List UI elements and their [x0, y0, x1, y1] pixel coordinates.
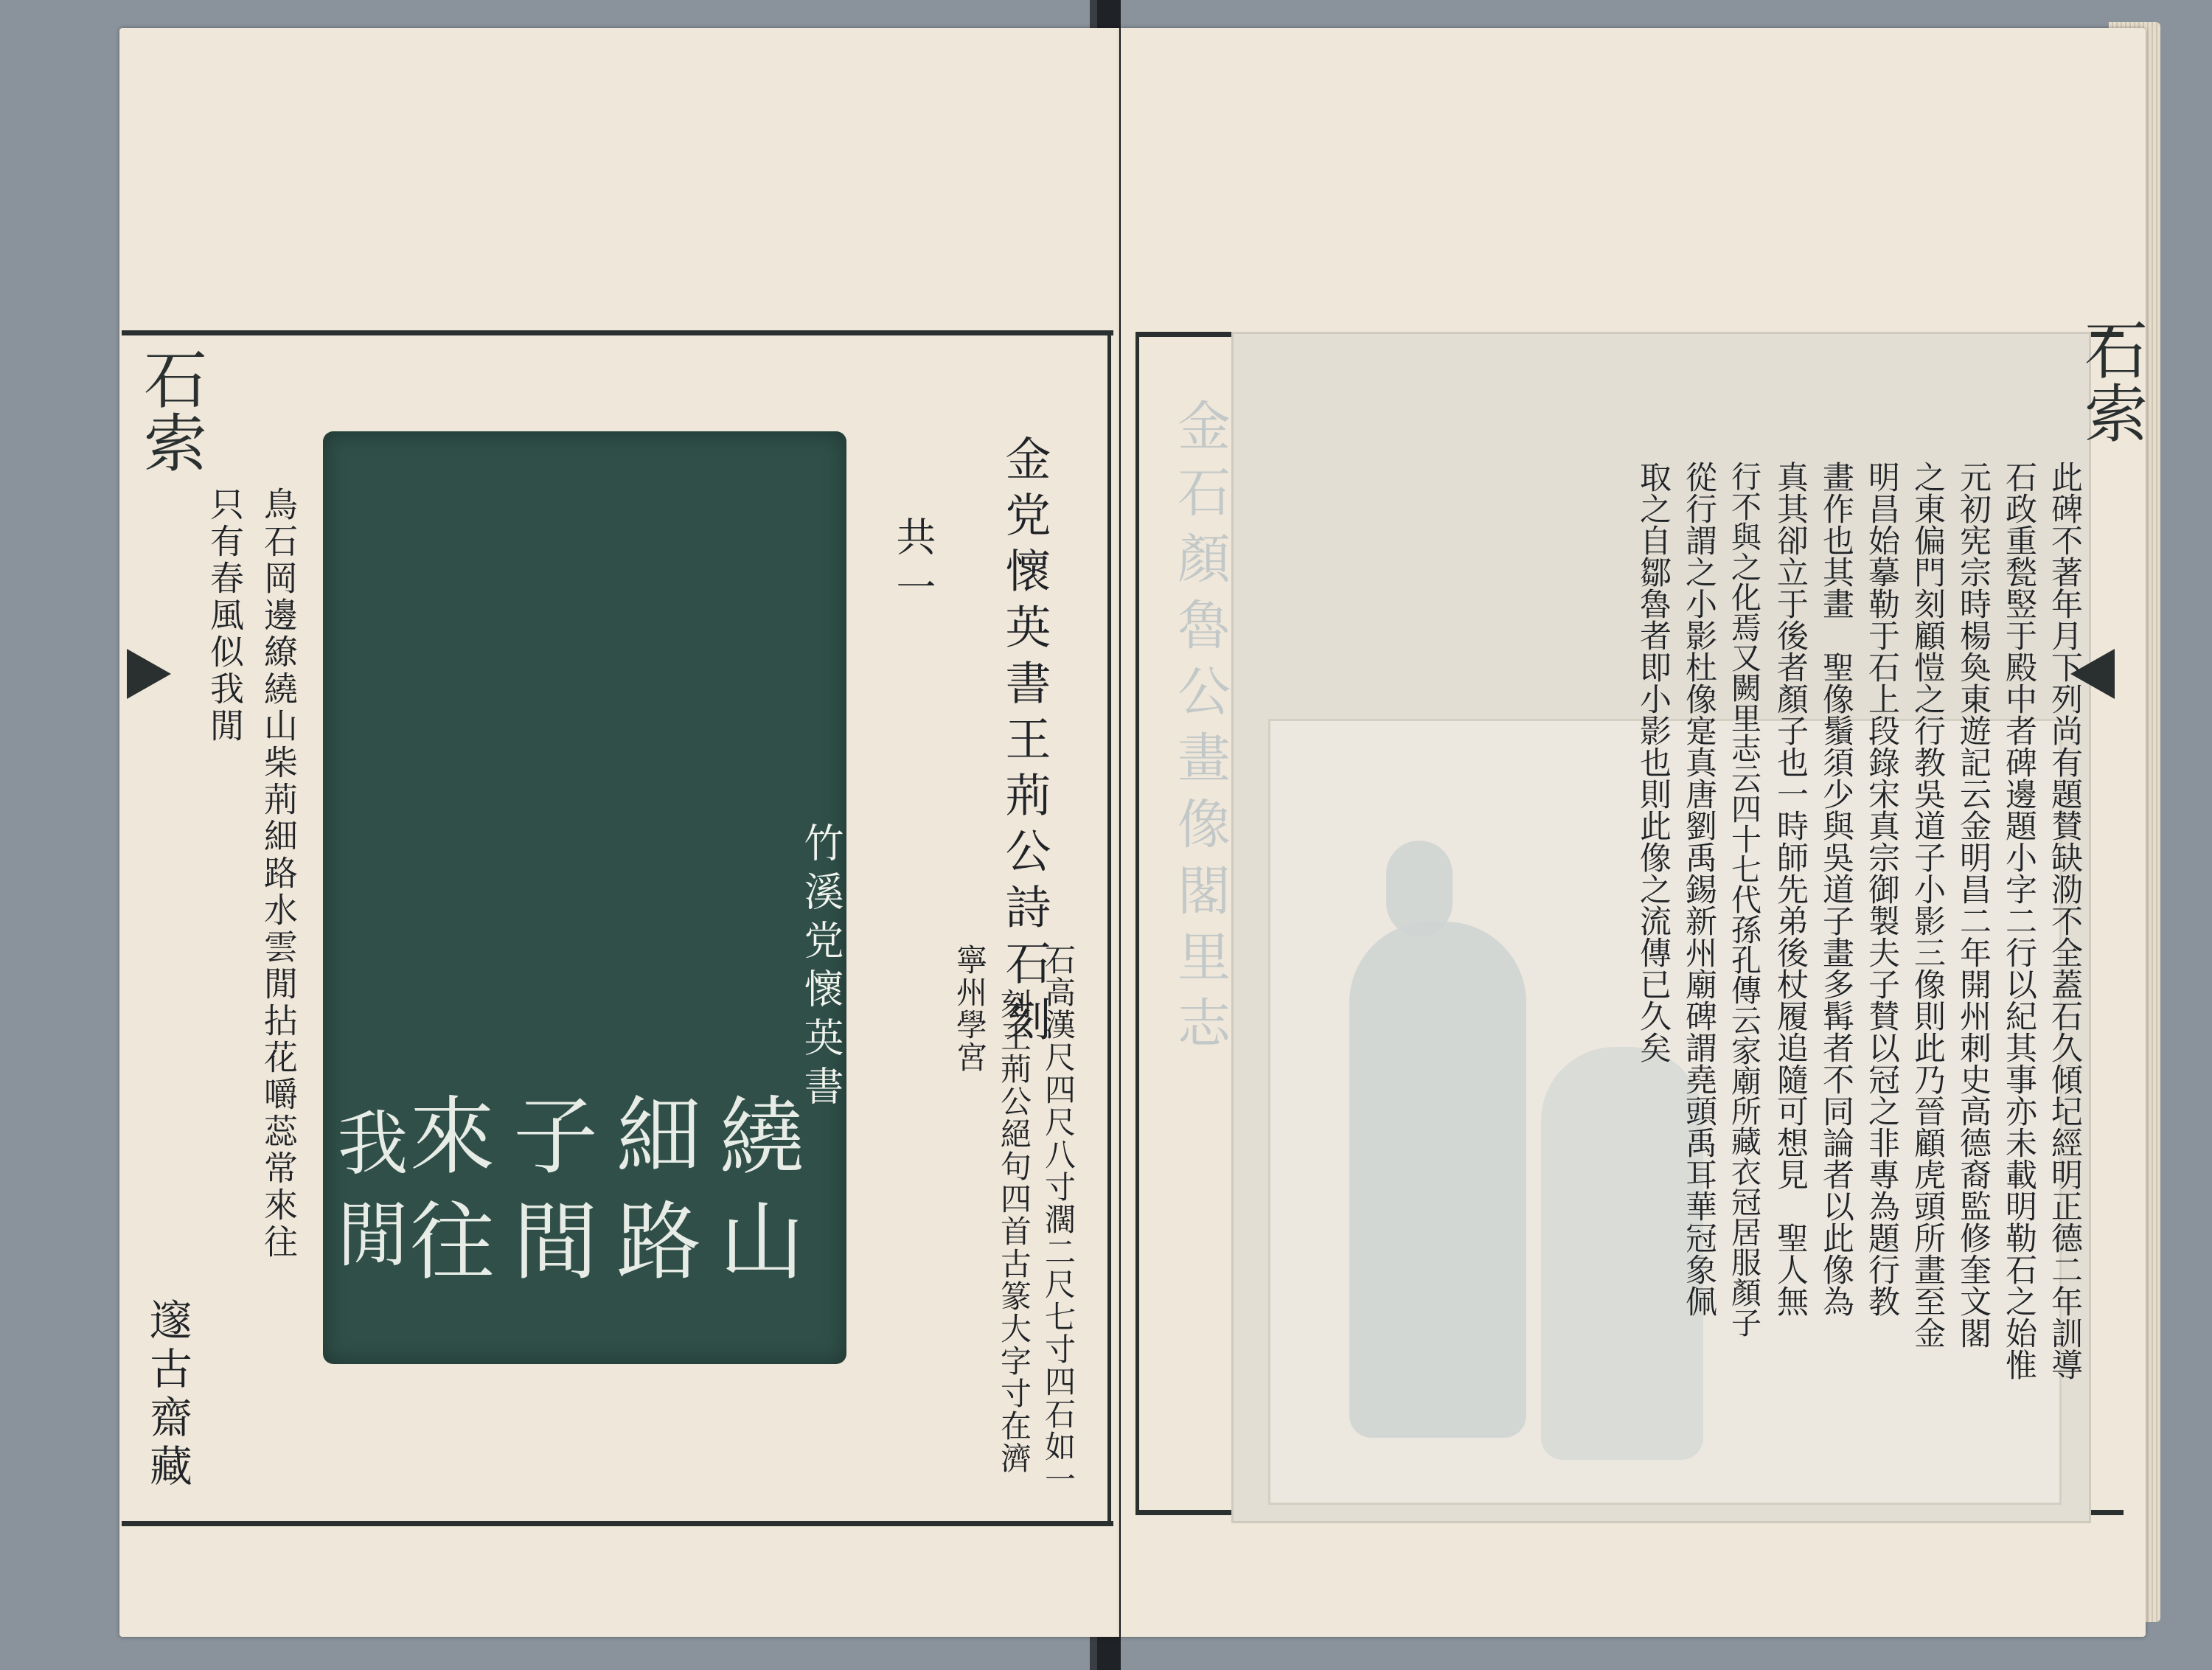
- commentary-column-1: 此碑不著年月下列尚有題賛缺泐不全蓋石久傾圮經明正德二年訓導: [2046, 461, 2083, 1380]
- caption-count: 共一: [890, 516, 936, 616]
- poem-column-1: 鳥石岡邊繚繞山柴荊細路水雲閒拈花嚼蕊常來往: [259, 487, 299, 1261]
- commentary-column-3: 元初宪宗時楊奐東遊記云金明昌二年開州刺史高德裔監修奎文閣: [1955, 461, 1992, 1349]
- left-inner-rule: [1107, 330, 1111, 1525]
- caption-title: 金党懷英書王荊公詩石刻: [998, 435, 1051, 1051]
- commentary-column-6: 畫作也其畫 聖像鬚須少與吳道子畫多髯者不同論者以此像為: [1818, 461, 1854, 1317]
- commentary-column-4: 之東偏門刻顧愷之行教吳道子小影三像則此乃晉顧虎頭所畫至金: [1909, 461, 1946, 1349]
- caption-note-3: 寧州學宮: [952, 944, 988, 1074]
- left-bottom-rule: [122, 1521, 1113, 1526]
- commentary-column-8: 行不與之化焉又闕里志云四十七代孫孔傳云家廟所藏衣冠居服顏子: [1726, 461, 1761, 1337]
- portrait-figure-left-head: [1386, 841, 1453, 936]
- left-top-rule: [122, 330, 1113, 335]
- caption-note-1: 石高漢尺四尺八寸濶二尺七寸四石如一: [1040, 944, 1077, 1495]
- rubbing-signature: 竹溪党懷英書: [798, 822, 844, 1114]
- portrait-figure-left: [1349, 922, 1526, 1438]
- right-inner-rule: [1135, 332, 1139, 1515]
- commentary-column-10: 取之自鄒魯者即小影也則此像之流傳已久矣: [1635, 461, 1672, 1063]
- seal-column-2: 細路: [602, 1091, 700, 1302]
- seal-column-3: 子間: [498, 1091, 597, 1302]
- commentary-column-7: 真其卻立于後者顏子也一時師先弟後杖履追隨可想見 聖人無: [1772, 461, 1809, 1317]
- caption-note-2: 刻王荊公絕句四首古篆大字寸在濟: [996, 988, 1032, 1475]
- seal-column-1: 繞山: [705, 1091, 804, 1302]
- seal-column-5: 我閒: [326, 1106, 408, 1289]
- left-edge-title: 石索: [133, 347, 206, 473]
- seal-column-4: 來往: [395, 1091, 494, 1302]
- commentary-column-9: 從行謂之小影杜像寔真唐劉禹錫新州廟碑謂堯頭禹耳華冠象佩: [1680, 461, 1717, 1317]
- commentary-column-5: 明昌始摹勒于石上段錄宋真宗御製夫子賛以冠之非專為題行教: [1863, 461, 1900, 1317]
- collector-mark: 邃古齋藏: [142, 1298, 192, 1492]
- commentary-column-2: 石政重甃竪于殿中者碑邊題小字二行以紀其事亦未載明勒石之始惟: [2000, 461, 2037, 1380]
- poem-column-2: 只有春風似我閒: [205, 487, 245, 745]
- right-edge-title: 石索: [2073, 317, 2147, 444]
- bleed-through-title: 金石顏魯公畫像閣里志: [1169, 398, 1231, 1062]
- left-fishtail-mark: [127, 649, 171, 699]
